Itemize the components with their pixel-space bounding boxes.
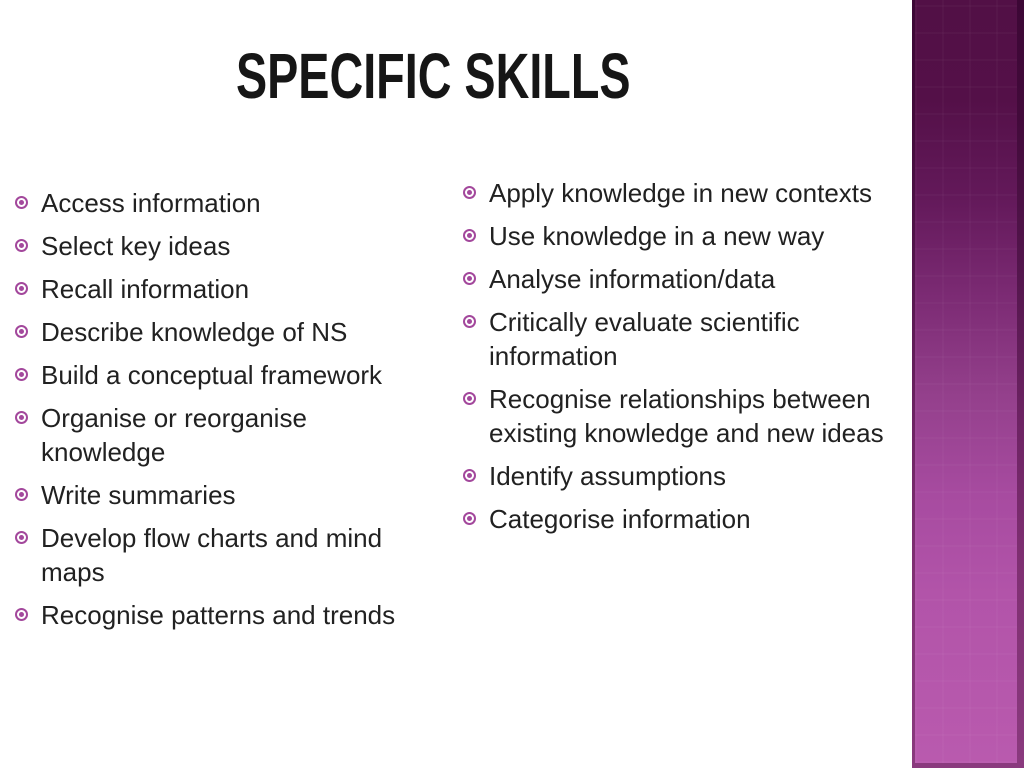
list-item	[15, 358, 435, 392]
list-item-text: Access information	[41, 188, 261, 218]
list-item	[15, 229, 435, 263]
skills-list-right	[463, 176, 891, 545]
slide-title	[0, 40, 866, 112]
bullseye-bullet-icon	[463, 392, 476, 405]
list-item	[15, 521, 435, 589]
list-item-text: Select key ideas	[41, 231, 231, 261]
list-item-text: Apply knowledge in new contexts	[489, 178, 873, 208]
sidebar-gradient-panel	[915, 0, 1017, 763]
bullseye-bullet-icon	[15, 531, 28, 544]
bullseye-bullet-icon	[15, 239, 28, 252]
bullseye-bullet-icon	[463, 315, 476, 328]
bullseye-bullet-icon	[463, 272, 476, 285]
list-item	[463, 176, 891, 210]
bullseye-bullet-icon	[463, 469, 476, 482]
list-item	[15, 186, 435, 220]
bullseye-bullet-icon	[15, 488, 28, 501]
list-item-text: Develop flow charts and mind maps	[41, 523, 383, 587]
list-item-text: Build a conceptual framework	[41, 360, 383, 390]
list-item	[463, 262, 891, 296]
list-item-text: Recognise relationships between existing knowledge and new ideas	[489, 384, 884, 448]
bullseye-bullet-icon	[15, 368, 28, 381]
list-item-text: Organise or reorganise knowledge	[41, 403, 307, 467]
bullseye-bullet-icon	[463, 512, 476, 525]
decorative-sidebar	[912, 0, 1024, 768]
list-item-text: Describe knowledge of NS	[41, 317, 348, 347]
slide-title-text: SPECIFIC SKILLS	[235, 40, 631, 112]
list-item-text: Use knowledge in a new way	[489, 221, 825, 251]
list-item	[15, 315, 435, 349]
bullseye-bullet-icon	[463, 229, 476, 242]
list-item	[15, 478, 435, 512]
list-item	[463, 305, 891, 373]
list-item	[15, 272, 435, 306]
bullseye-bullet-icon	[15, 282, 28, 295]
list-item-text: Identify assumptions	[489, 461, 727, 491]
list-item	[463, 382, 891, 450]
skills-list-left	[15, 186, 435, 641]
bullseye-bullet-icon	[15, 411, 28, 424]
list-item	[463, 459, 891, 493]
list-item	[15, 598, 435, 632]
list-item-text: Write summaries	[41, 480, 236, 510]
list-item	[463, 502, 891, 536]
bullseye-bullet-icon	[15, 608, 28, 621]
list-item-text: Critically evaluate scientific information	[489, 307, 800, 371]
bullseye-bullet-icon	[15, 325, 28, 338]
list-item	[15, 401, 435, 469]
list-item-text: Recognise patterns and trends	[41, 600, 396, 630]
list-item	[463, 219, 891, 253]
bullseye-bullet-icon	[463, 186, 476, 199]
list-item-text: Analyse information/data	[489, 264, 776, 294]
list-item-text: Recall information	[41, 274, 250, 304]
bullseye-bullet-icon	[15, 196, 28, 209]
list-item-text: Categorise information	[489, 504, 751, 534]
